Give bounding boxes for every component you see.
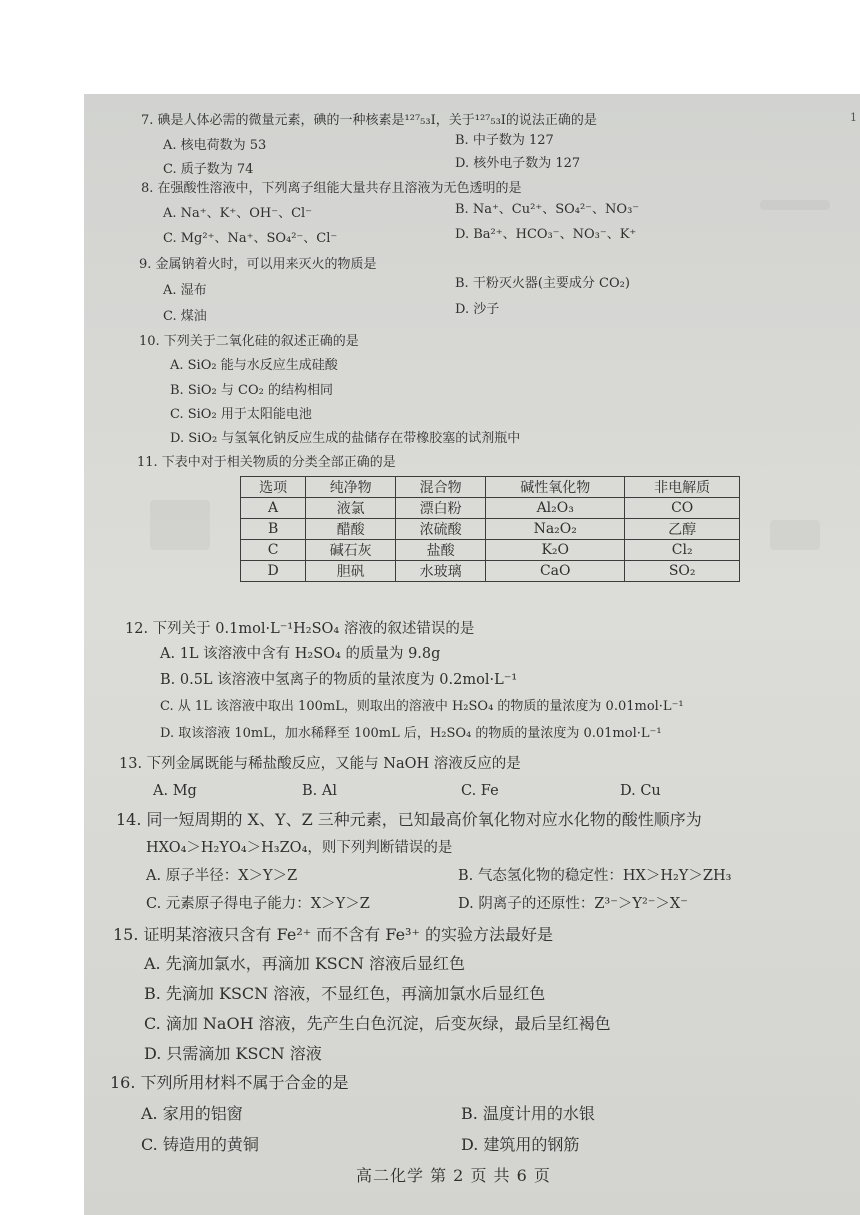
- page-footer: 高二化学 第 2 页 共 6 页: [356, 1166, 551, 1185]
- q15-option-a: A. 先滴加氯水，再滴加 KSCN 溶液后显红色: [144, 954, 466, 973]
- q13-option-c: C. Fe: [461, 783, 499, 799]
- q16-option-b: B. 温度计用的水银: [461, 1104, 595, 1123]
- q8-option-b: B. Na⁺、Cu²⁺、SO₄²⁻、NO₃⁻: [455, 202, 640, 217]
- q13-option-a: A. Mg: [153, 783, 197, 799]
- table-header-cell: 碱性氧化物: [486, 477, 625, 498]
- q13-option-b: B. Al: [302, 783, 337, 799]
- table-cell: A: [241, 498, 306, 519]
- table-header-cell: 非电解质: [625, 477, 740, 498]
- q15-option-c: C. 滴加 NaOH 溶液，先产生白色沉淀，后变灰绿，最后呈红褐色: [144, 1014, 611, 1033]
- q10-option-c: C. SiO₂ 用于太阳能电池: [170, 407, 312, 422]
- table-cell: 碱石灰: [306, 540, 396, 561]
- table-cell: K₂O: [486, 540, 625, 561]
- q9-option-b: B. 干粉灭火器(主要成分 CO₂): [455, 276, 630, 291]
- q12-option-d: D. 取该溶液 10mL，加水稀释至 100mL 后，H₂SO₄ 的物质的量浓度为 0.01mol·L⁻¹: [160, 726, 662, 741]
- q10-option-b: B. SiO₂ 与 CO₂ 的结构相同: [170, 383, 333, 398]
- q14-option-d: D. 阴离子的还原性：Z³⁻＞Y²⁻＞X⁻: [458, 896, 688, 912]
- q7-option-c: C. 质子数为 74: [163, 162, 254, 177]
- q8-option-c: C. Mg²⁺、Na⁺、SO₄²⁻、Cl⁻: [163, 231, 338, 246]
- table-cell: 液氯: [306, 498, 396, 519]
- table-cell: 胆矾: [306, 561, 396, 582]
- table-cell: CaO: [486, 561, 625, 582]
- q12-option-c: C. 从 1L 该溶液中取出 100mL，则取出的溶液中 H₂SO₄ 的物质的量浓度为 0.01mol·L⁻¹: [160, 699, 684, 714]
- table-row: [241, 561, 740, 582]
- q8-option-d: D. Ba²⁺、HCO₃⁻、NO₃⁻、K⁺: [455, 227, 637, 242]
- q9-stem: 9. 金属钠着火时，可以用来灭火的物质是: [139, 257, 377, 272]
- q11-classification-table: [240, 476, 740, 582]
- table-cell: 水玻璃: [396, 561, 486, 582]
- table-cell: B: [241, 519, 306, 540]
- q14-option-a: A. 原子半径：X＞Y＞Z: [146, 868, 298, 884]
- table-row: [241, 540, 740, 561]
- q9-option-a: A. 湿布: [163, 283, 207, 298]
- q9-option-d: D. 沙子: [455, 302, 500, 317]
- q14-stem-line1: 14. 同一短周期的 X、Y、Z 三种元素，已知最高价氧化物对应水化物的酸性顺序为: [116, 810, 702, 829]
- q15-option-b: B. 先滴加 KSCN 溶液，不显红色，再滴加氯水后显红色: [144, 984, 546, 1003]
- table-cell: 盐酸: [396, 540, 486, 561]
- table-cell: 醋酸: [306, 519, 396, 540]
- table-cell: C: [241, 540, 306, 561]
- q12-option-b: B. 0.5L 该溶液中氢离子的物质的量浓度为 0.2mol·L⁻¹: [160, 672, 518, 688]
- table-cell: Cl₂: [625, 540, 740, 561]
- page-marker: 1: [850, 111, 857, 124]
- q14-option-c: C. 元素原子得电子能力：X＞Y＞Z: [146, 896, 370, 912]
- table-cell: SO₂: [625, 561, 740, 582]
- table-header-cell: 选项: [241, 477, 306, 498]
- q15-option-d: D. 只需滴加 KSCN 溶液: [144, 1044, 322, 1063]
- table-cell: 浓硫酸: [396, 519, 486, 540]
- q10-option-a: A. SiO₂ 能与水反应生成硅酸: [170, 358, 338, 373]
- q13-option-d: D. Cu: [620, 783, 661, 799]
- q7-option-b: B. 中子数为 127: [455, 133, 554, 148]
- q8-option-a: A. Na⁺、K⁺、OH⁻、Cl⁻: [163, 206, 313, 221]
- q11-stem: 11. 下表中对于相关物质的分类全部正确的是: [137, 455, 396, 470]
- q16-option-a: A. 家用的铝窗: [141, 1104, 243, 1123]
- table-cell: D: [241, 561, 306, 582]
- q10-stem: 10. 下列关于二氧化硅的叙述正确的是: [139, 334, 359, 349]
- q16-option-c: C. 铸造用的黄铜: [141, 1135, 259, 1154]
- table-cell: 乙醇: [625, 519, 740, 540]
- table-cell: Al₂O₃: [486, 498, 625, 519]
- q7-stem: 7. 碘是人体必需的微量元素，碘的一种核素是¹²⁷₅₃I，关于¹²⁷₅₃I的说法正确的是: [141, 113, 597, 128]
- q12-stem: 12. 下列关于 0.1mol·L⁻¹H₂SO₄ 溶液的叙述错误的是: [125, 621, 475, 637]
- q13-stem: 13. 下列金属既能与稀盐酸反应，又能与 NaOH 溶液反应的是: [119, 756, 521, 772]
- q14-stem-line2: HXO₄＞H₂YO₄＞H₃ZO₄，则下列判断错误的是: [146, 840, 453, 856]
- q14-option-b: B. 气态氢化物的稳定性：HX＞H₂Y＞ZH₃: [458, 868, 732, 884]
- table-header-row: [241, 477, 740, 498]
- q8-stem: 8. 在强酸性溶液中，下列离子组能大量共存且溶液为无色透明的是: [141, 181, 522, 196]
- table-header-cell: 混合物: [396, 477, 486, 498]
- q7-option-a: A. 核电荷数为 53: [163, 138, 267, 153]
- table-cell: Na₂O₂: [486, 519, 625, 540]
- table-row: [241, 519, 740, 540]
- q10-option-d: D. SiO₂ 与氢氧化钠反应生成的盐储存在带橡胶塞的试剂瓶中: [170, 431, 521, 446]
- table-header-cell: 纯净物: [306, 477, 396, 498]
- q16-option-d: D. 建筑用的钢筋: [461, 1135, 580, 1154]
- q12-option-a: A. 1L 该溶液中含有 H₂SO₄ 的质量为 9.8g: [160, 646, 441, 662]
- table-cell: 漂白粉: [396, 498, 486, 519]
- q7-option-d: D. 核外电子数为 127: [455, 156, 581, 171]
- table-cell: CO: [625, 498, 740, 519]
- table-row: [241, 498, 740, 519]
- q16-stem: 16. 下列所用材料不属于合金的是: [110, 1073, 349, 1092]
- q9-option-c: C. 煤油: [163, 309, 207, 324]
- q15-stem: 15. 证明某溶液只含有 Fe²⁺ 而不含有 Fe³⁺ 的实验方法最好是: [113, 925, 553, 944]
